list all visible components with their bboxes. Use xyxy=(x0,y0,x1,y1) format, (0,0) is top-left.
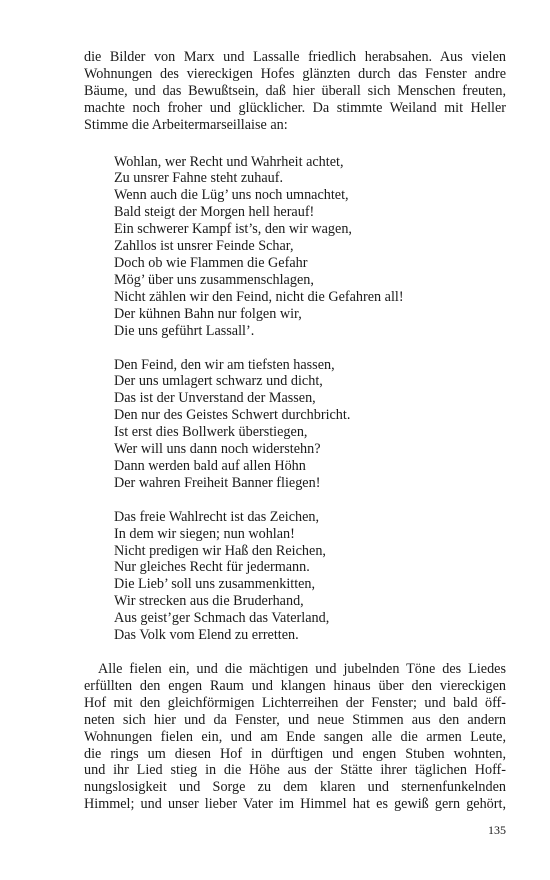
verse-line: Den Feind, den wir am tiefsten hassen, xyxy=(114,356,335,373)
stanza xyxy=(114,509,506,644)
verse-line: Wer will uns dann noch widerstehn? xyxy=(114,441,321,458)
verse-line: Nur gleiches Recht für jedermann. xyxy=(114,559,310,576)
verse-line: Bald steigt der Morgen hell herauf! xyxy=(114,204,315,221)
text-line: Stimme die Arbeitermarseillaise an: xyxy=(84,116,288,133)
text-line: Hof mit den gleichförmigen Lichterreihen der Fenster; und bald öff- xyxy=(84,694,506,711)
verse-line: Doch ob wie Flammen die Gefahr xyxy=(114,254,308,271)
verse-line: Ein schwerer Kampf ist’s, den wir wagen, xyxy=(114,221,352,238)
verse-line: Die uns geführt Lassall’. xyxy=(114,322,255,339)
verse-line: Dann werden bald auf allen Höhn xyxy=(114,457,306,474)
verse-line: Zu unsrer Fahne steht zuhauf. xyxy=(114,170,284,187)
verse-line: Wenn auch die Lüg’ uns noch umnachtet, xyxy=(114,187,349,204)
verse-line: Der kühnen Bahn nur folgen wir, xyxy=(114,305,302,322)
verse-line: Die Lieb’ soll uns zusammenkitten, xyxy=(114,576,316,593)
text-line: erfüllten den engen Raum und klangen hinaus über den viereckigen xyxy=(84,677,506,694)
text-line: machte noch froher und glücklicher. Da stimmte Weiland mit Heller xyxy=(84,99,506,116)
text-line: und ihr Lied stieg in die Höhe aus der Stätte ihrer täglichen Hoff- xyxy=(84,762,506,779)
verse-line: Zahllos ist unsrer Feinde Schar, xyxy=(114,238,294,255)
verse-line: Wir strecken aus die Bruderhand, xyxy=(114,593,304,610)
text-line: neten sich hier und da Fenster, und neue Stimmen aus den andern xyxy=(84,711,506,728)
outro-paragraph xyxy=(84,661,506,813)
verse-line: Mög’ über uns zusammenschlagen, xyxy=(114,271,314,288)
verse-line: Das freie Wahlrecht ist das Zeichen, xyxy=(114,508,320,525)
verse-line: Der uns umlagert schwarz und dicht, xyxy=(114,373,323,390)
text-line: Bäume, und das Bewußtsein, daß hier überall sich Menschen freuten, xyxy=(84,82,506,99)
text-line: die rings um diesen Hof in dürftigen und engen Stuben wohnten, xyxy=(84,745,506,762)
verse-line: Aus geist’ger Schmach das Vaterland, xyxy=(114,610,330,627)
book-page xyxy=(84,49,506,813)
text-line: Wohnungen fielen ein, und am Ende sangen alle die armen Leute, xyxy=(84,728,506,745)
verse-line: Das Volk vom Elend zu erretten. xyxy=(114,627,299,644)
verse-line: Wohlan, wer Recht und Wahrheit achtet, xyxy=(114,153,344,170)
page-number: 135 xyxy=(488,823,506,837)
text-line: die Bilder von Marx und Lassalle friedlich herabsahen. Aus vielen xyxy=(84,49,506,65)
verse-line: Nicht predigen wir Haß den Reichen, xyxy=(114,542,326,559)
verse-line: Ist erst dies Bollwerk überstiegen, xyxy=(114,424,308,441)
verse-line: Den nur des Geistes Schwert durchbricht. xyxy=(114,407,351,424)
song-poem xyxy=(114,154,506,644)
verse-line: Der wahren Freiheit Banner fliegen! xyxy=(114,474,321,491)
text-line: Wohnungen des viereckigen Hofes glänzten durch das Fenster andre xyxy=(84,65,506,82)
text-line: Himmel; und unser lieber Vater im Himmel hat es gewiß gern gehört, xyxy=(84,796,506,813)
stanza xyxy=(114,357,506,492)
text-line: nungslosigkeit und Sorge zu dem klaren und sternenfunkelnden xyxy=(84,779,506,796)
verse-line: In dem wir siegen; nun wohlan! xyxy=(114,525,295,542)
verse-line: Nicht zählen wir den Feind, nicht die Gefahren all! xyxy=(114,288,404,305)
verse-line: Das ist der Unverstand der Massen, xyxy=(114,390,316,407)
intro-paragraph xyxy=(84,49,506,134)
stanza xyxy=(114,154,506,340)
text-line: Alle fielen ein, und die mächtigen und jubelnden Töne des Liedes xyxy=(98,661,506,677)
